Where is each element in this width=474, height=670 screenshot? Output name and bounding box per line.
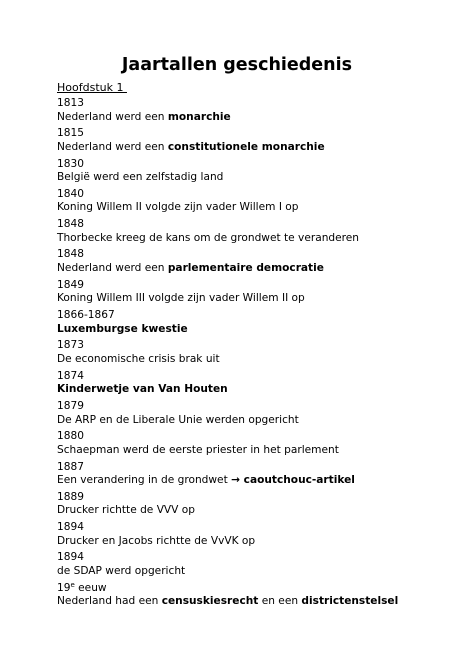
entry-text: België werd een zelfstadig land bbox=[57, 171, 224, 184]
entry-year bbox=[57, 158, 437, 172]
entry-key-term: → caoutchouc-artikel bbox=[231, 474, 355, 487]
entry-text: Een verandering in de grondwet bbox=[57, 474, 232, 487]
entry-text: Drucker en Jacobs richtte de VvVK op bbox=[57, 534, 256, 547]
entry-year-text: 1887 bbox=[57, 460, 84, 473]
timeline-list bbox=[57, 97, 437, 612]
entry-key-term: monarchie bbox=[167, 110, 231, 123]
entry-year-text: 19 bbox=[57, 581, 71, 594]
entry-year-text: 1848 bbox=[57, 248, 84, 261]
entry-year-text: 1894 bbox=[57, 521, 84, 534]
entry-description bbox=[57, 565, 437, 579]
entry-year-suffix: eeuw bbox=[74, 581, 107, 594]
entry-year bbox=[57, 551, 437, 565]
timeline-entry bbox=[57, 188, 437, 218]
entry-description bbox=[57, 353, 437, 367]
entry-description bbox=[57, 111, 437, 125]
entry-description bbox=[57, 414, 437, 428]
timeline-entry bbox=[57, 461, 437, 491]
timeline-entry bbox=[57, 218, 437, 248]
entry-year-text: 1879 bbox=[57, 399, 84, 412]
entry-description bbox=[57, 141, 437, 155]
entry-text: Koning Willem III volgde zijn vader Willem II op bbox=[57, 292, 305, 305]
timeline-entry bbox=[57, 400, 437, 430]
entry-text: Drucker richtte de VVV op bbox=[57, 504, 196, 517]
entry-year bbox=[57, 309, 437, 323]
entry-key-term: censuskiesrecht bbox=[161, 595, 259, 608]
timeline-entry bbox=[57, 339, 437, 369]
entry-key-term: Kinderwetje van Van Houten bbox=[57, 383, 228, 396]
entry-year bbox=[57, 521, 437, 535]
entry-description bbox=[57, 323, 437, 337]
entry-year bbox=[57, 97, 437, 111]
timeline-entry bbox=[57, 491, 437, 521]
entry-year-text: 1880 bbox=[57, 430, 84, 443]
entry-description bbox=[57, 262, 437, 276]
timeline-entry bbox=[57, 127, 437, 157]
entry-year-text: 1830 bbox=[57, 157, 84, 170]
entry-description bbox=[57, 383, 437, 397]
entry-year bbox=[57, 400, 437, 414]
timeline-entry bbox=[57, 97, 437, 127]
entry-year-text: 1894 bbox=[57, 551, 84, 564]
timeline-entry bbox=[57, 158, 437, 188]
entry-year bbox=[57, 430, 437, 444]
entry-year-superscript: e bbox=[70, 580, 75, 589]
timeline-entry bbox=[57, 370, 437, 400]
entry-year-text: 1849 bbox=[57, 278, 84, 291]
entry-year bbox=[57, 279, 437, 293]
entry-year-text: 1815 bbox=[57, 127, 84, 140]
entry-text: Thorbecke kreeg de kans om de grondwet te veranderen bbox=[57, 231, 359, 244]
entry-year-text: 1866-1867 bbox=[57, 309, 115, 322]
entry-text: en een bbox=[258, 595, 302, 608]
entry-description bbox=[57, 171, 437, 185]
entry-key-term: districtenstelsel bbox=[301, 595, 399, 608]
entry-description bbox=[57, 504, 437, 518]
timeline-entry bbox=[57, 551, 437, 581]
entry-description bbox=[57, 201, 437, 215]
entry-year bbox=[57, 582, 437, 596]
entry-description bbox=[57, 232, 437, 246]
entry-text: De ARP en de Liberale Unie werden opgericht bbox=[57, 413, 299, 426]
entry-year-text: 1840 bbox=[57, 187, 84, 200]
timeline-entry bbox=[57, 521, 437, 551]
entry-key-term: constitutionele monarchie bbox=[167, 140, 325, 153]
entry-key-term: Luxemburgse kwestie bbox=[57, 322, 188, 335]
chapter-heading: Hoofdstuk 1 bbox=[57, 81, 127, 94]
timeline-entry bbox=[57, 309, 437, 339]
entry-year bbox=[57, 370, 437, 384]
entry-year bbox=[57, 339, 437, 353]
timeline-entry bbox=[57, 248, 437, 278]
page-title: Jaartallen geschiedenis bbox=[121, 55, 353, 75]
entry-text: Koning Willem II volgde zijn vader Willem I op bbox=[57, 201, 299, 214]
entry-description bbox=[57, 535, 437, 549]
entry-text: Nederland werd een bbox=[57, 140, 168, 153]
entry-description bbox=[57, 444, 437, 458]
entry-text: Nederland werd een bbox=[57, 262, 168, 275]
entry-year bbox=[57, 248, 437, 262]
entry-year bbox=[57, 188, 437, 202]
entry-text: Schaepman werd de eerste priester in het parlement bbox=[57, 443, 339, 456]
entry-year-text: 1813 bbox=[57, 97, 84, 109]
entry-year-text: 1874 bbox=[57, 369, 84, 382]
entry-year bbox=[57, 461, 437, 475]
timeline-entry bbox=[57, 582, 437, 612]
entry-text: Nederland had een bbox=[57, 595, 162, 608]
entry-year bbox=[57, 491, 437, 505]
entry-text: de SDAP werd opgericht bbox=[57, 565, 186, 578]
entry-year bbox=[57, 218, 437, 232]
timeline-entry bbox=[57, 430, 437, 460]
entry-text: De economische crisis brak uit bbox=[57, 352, 220, 365]
entry-year bbox=[57, 127, 437, 141]
entry-year-text: 1873 bbox=[57, 339, 84, 352]
entry-description bbox=[57, 474, 437, 488]
entry-description bbox=[57, 595, 437, 609]
timeline-entry bbox=[57, 279, 437, 309]
entry-year-text: 1889 bbox=[57, 490, 84, 503]
entry-description bbox=[57, 292, 437, 306]
entry-key-term: parlementaire democratie bbox=[167, 262, 324, 275]
entry-year-text: 1848 bbox=[57, 218, 84, 231]
entry-text: Nederland werd een bbox=[57, 110, 168, 123]
